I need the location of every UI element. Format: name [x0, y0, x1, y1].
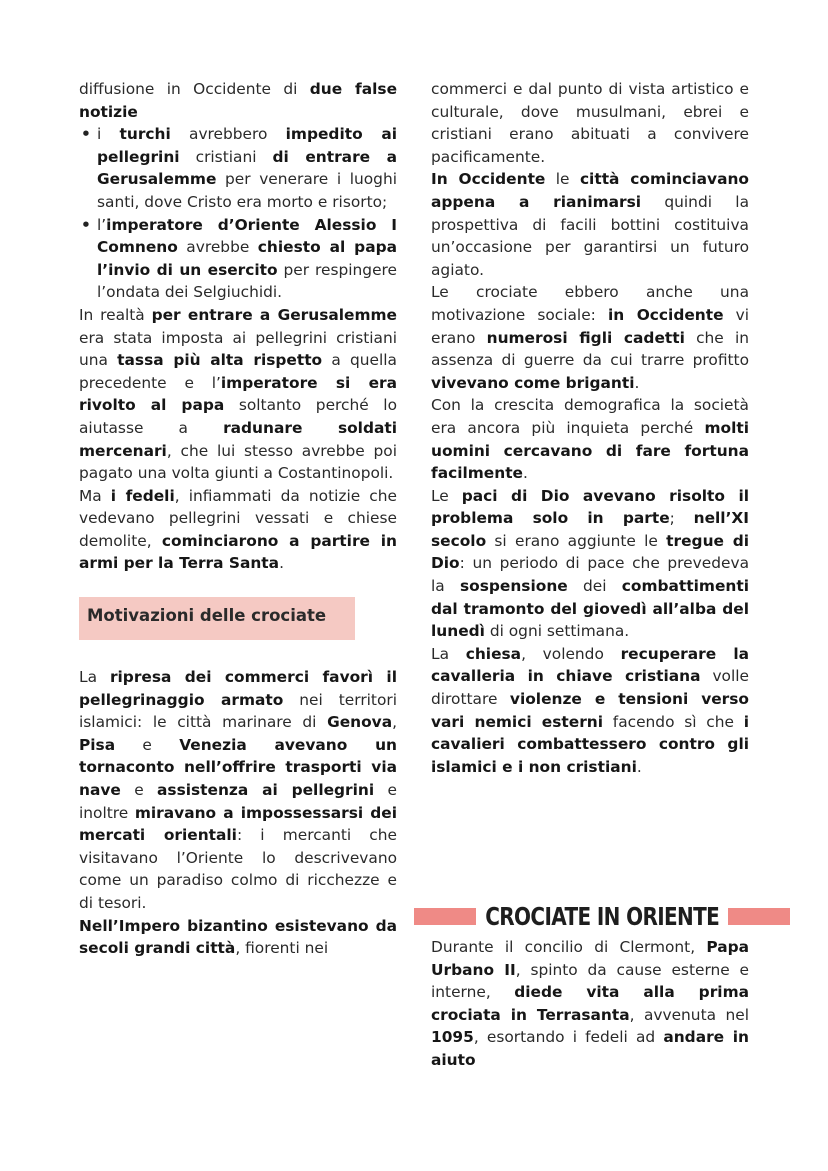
false-news-list — [79, 123, 397, 304]
paragraph-reality: In realtà per entrare a Gerusalemme era stata imposta ai pellegrini cristiani una tassa più alta rispetto a quella precedente e l’imperatore si era rivolto al papa soltanto perché lo aiutasse a radunare soldati mercenari, che lui stesso avrebbe poi pagato una volta giunti a Costantinopoli. — [79, 305, 397, 483]
paragraph-faithful: Ma i fedeli, infiammati da notizie che vedevano pellegrini vessati e chiese demolite, cominciarono a partire in armi per la Terra Santa. — [79, 486, 397, 573]
paragraph-commerce: La ripresa dei commerci favorì il pellegrinaggio armato nei territori islamici: le città marinare di Genova, Pisa e Venezia avevano un tornaconto nell’offrire trasporti via nave e assistenza ai pellegrini e inoltre miravano a impossessarsi dei mercati orientali: i mercanti che visitavano l’Oriente lo descrivevano come un paradiso colmo di ricchezze e di tesori. — [79, 668, 397, 912]
section-heading-motivations: Motivazioni delle crociate — [79, 597, 355, 640]
right-column-lower — [431, 936, 749, 1072]
paragraph-demographic: Con la crescita demografica la società era ancora più inquieta perché molti uomini cercavano di fare fortuna facilmente. — [431, 396, 749, 483]
banner-bar-left — [414, 908, 476, 925]
list-item: • i turchi avrebbero impedito ai pellegrini cristiani di entrare a Gerusalemme per venerare i luoghi santi, dove Cristo era morto e risorto; — [79, 123, 397, 213]
section-banner-crusades — [414, 898, 790, 934]
paragraph-intro: diffusione in Occidente di due false notizie — [79, 80, 398, 121]
banner-bar-right — [728, 908, 790, 925]
paragraph-church: La chiesa, volendo recuperare la cavalleria in chiave cristiana volle dirottare violenze e tensioni verso vari nemici esterni facendo sì che i cavalieri combattessero contro gli islamici e i non cristiani. — [431, 644, 749, 776]
list-item: • l’imperatore d’Oriente Alessio I Comneno avrebbe chiesto al papa l’invio di un esercito per respingere l’ondata dei Selgiuchidi. — [79, 214, 397, 304]
paragraph-peace-of-god: Le paci di Dio avevano risolto il problema solo in parte; nell’XI secolo si erano aggiunte le tregue di Dio: un periodo di pace che prevedeva la sospensione dei combattimenti dal tramonto del giovedì all’alba del lunedì di ogni settimana. — [431, 486, 750, 641]
paragraph-social: Le crociate ebbero anche una motivazione sociale: in Occidente vi erano numerosi figli cadetti che in assenza di guerre da cui trarre profitto vivevano come briganti. — [431, 283, 750, 392]
banner-title: CROCIATE IN ORIENTE — [485, 901, 719, 931]
paragraph-byzantine: Nell’Impero bizantino esistevano da secoli grandi città, fiorenti nei — [79, 916, 397, 958]
right-column — [431, 78, 749, 778]
paragraph-occident-cities: In Occidente le città cominciavano appena a rianimarsi quindi la prospettiva di facili bottini costituiva un’occasione per garantirsi un futuro agiato. — [431, 170, 750, 279]
left-column — [79, 78, 397, 960]
paragraph-clermont: Durante il concilio di Clermont, Papa Urbano II, spinto da cause esterne e interne, diede vita alla prima crociata in Terrasanta, avvenuta nel 1095, esortando i fedeli ad andare in aiuto — [431, 938, 749, 1069]
paragraph-commerce-cont: commerci e dal punto di vista artistico e culturale, dove musulmani, ebrei e cristiani erano abituati a convivere pacificamente. — [431, 80, 749, 166]
